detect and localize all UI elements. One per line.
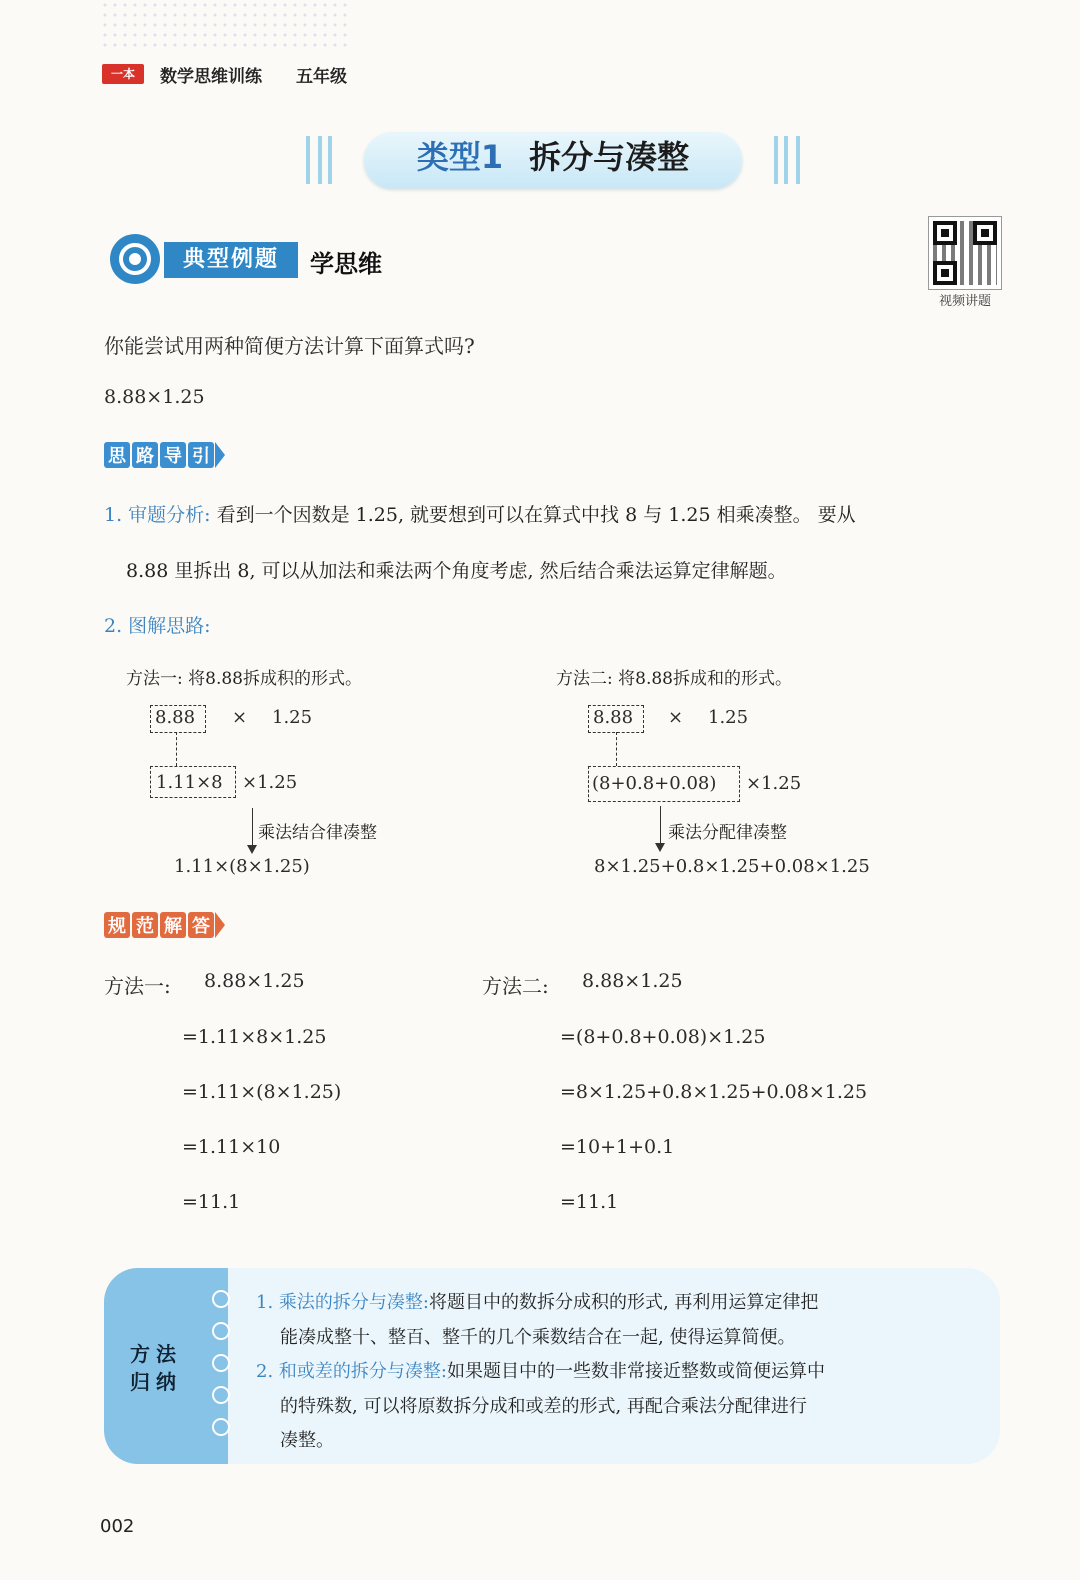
diagram-m2-arrow-icon <box>660 806 661 850</box>
qr-caption: 视频讲题 <box>938 294 991 309</box>
binder-ring-icon <box>212 1290 230 1308</box>
diagram-m1-top-value: 8.88 <box>155 707 196 728</box>
diagram-m1-title: 方法一: 将8.88拆成积的形式。 <box>126 669 362 689</box>
analysis-item-1-cont: 8.88 里拆出 8, 可以从加法和乘法两个角度考虑, 然后结合乘法运算定律解题。 <box>126 560 787 582</box>
banner-title <box>364 132 742 188</box>
qr-code[interactable] <box>928 216 1002 290</box>
guide-tag-char: 引 <box>188 442 214 468</box>
brand-tag: 一本 <box>102 64 144 84</box>
diagram-m1-mid-value: 1.11×8 <box>156 772 223 793</box>
example-side-title: 学思维 <box>310 250 382 278</box>
decorative-dots <box>100 0 350 52</box>
guide-tag <box>104 442 225 468</box>
summary-point-2-cont2: 凑整。 <box>280 1430 334 1451</box>
analysis-item-1-label: 1. 审题分析: <box>104 504 211 526</box>
banner-deco-right <box>756 136 800 184</box>
solution-m1-step: 8.88×1.25 <box>204 970 305 992</box>
solution-m1-label: 方法一: <box>104 974 171 998</box>
book-grade: 五年级 <box>296 67 347 87</box>
solution-m2-step: =8×1.25+0.8×1.25+0.08×1.25 <box>560 1081 868 1103</box>
solution-m1-step: =1.11×10 <box>182 1136 281 1158</box>
diagram-m2-result: 8×1.25+0.8×1.25+0.08×1.25 <box>594 856 870 877</box>
example-label: 典型例题 <box>164 242 298 278</box>
diagram-m1-times: × <box>232 707 248 728</box>
diagram-m2-top-factor: 1.25 <box>708 707 749 728</box>
summary-point-2-label: 2. 和或差的拆分与凑整: <box>256 1361 447 1382</box>
tag-arrow-icon <box>215 442 225 468</box>
summary-point-1-text: 将题目中的数拆分成积的形式, 再利用运算定律把 <box>428 1292 819 1313</box>
summary-point-2-cont: 的特殊数, 可以将原数拆分成和或差的形式, 再配合乘法分配律进行 <box>280 1396 807 1417</box>
answer-tag-char: 范 <box>132 912 158 938</box>
diagram-m2-title: 方法二: 将8.88拆成和的形式。 <box>556 669 792 689</box>
diagram-m1-mid-tail: ×1.25 <box>242 772 298 793</box>
guide-tag-char: 思 <box>104 442 130 468</box>
banner-type-number: 类型1 <box>416 138 504 176</box>
diagram-m1-arrow-label: 乘法结合律凑整 <box>258 823 377 843</box>
analysis-item-2-label: 2. 图解思路: <box>104 615 211 637</box>
section-banner <box>306 130 800 190</box>
question-expression: 8.88×1.25 <box>104 386 205 408</box>
question-text: 你能尝试用两种简便方法计算下面算式吗? <box>104 334 475 358</box>
solution-m2-label: 方法二: <box>482 974 549 998</box>
answer-tag-char: 答 <box>188 912 214 938</box>
solution-m2-step: =11.1 <box>560 1191 619 1213</box>
tag-arrow-icon <box>215 912 225 938</box>
diagram-m2-arrow-label: 乘法分配律凑整 <box>668 823 787 843</box>
summary-point-2 <box>256 1357 825 1383</box>
answer-tag-char: 规 <box>104 912 130 938</box>
summary-title: 方法归纳 <box>130 1342 182 1394</box>
diagram-m1-top-factor: 1.25 <box>272 707 313 728</box>
diagram-m2-connector <box>616 732 617 766</box>
summary-point-1-cont: 能凑成整十、整百、整千的几个乘数结合在一起, 使得运算简便。 <box>280 1327 796 1348</box>
page-number: 002 <box>100 1516 135 1537</box>
method-summary-panel <box>104 1268 1000 1464</box>
solution-m2-step: =10+1+0.1 <box>560 1136 675 1158</box>
analysis-item-1-text: 看到一个因数是 1.25, 就要想到可以在算式中找 8 与 1.25 相乘凑整。 要从 <box>216 504 856 526</box>
analysis-item-1 <box>104 500 856 527</box>
solution-m2-step: 8.88×1.25 <box>582 970 683 992</box>
answer-tag <box>104 912 225 938</box>
banner-deco-left <box>306 136 350 184</box>
binder-ring-icon <box>212 1354 230 1372</box>
guide-tag-char: 导 <box>160 442 186 468</box>
diagram-m1-connector <box>176 732 177 766</box>
binder-ring-icon <box>212 1418 230 1436</box>
guide-tag-char: 路 <box>132 442 158 468</box>
summary-point-1-label: 1. 乘法的拆分与凑整: <box>256 1292 429 1313</box>
diagram-m1-result: 1.11×(8×1.25) <box>174 856 310 877</box>
solution-m2-step: =(8+0.8+0.08)×1.25 <box>560 1026 766 1048</box>
summary-point-1 <box>256 1288 818 1314</box>
book-title: 数学思维训练 <box>160 67 262 87</box>
summary-point-2-text: 如果题目中的一些数非常接近整数或简便运算中 <box>446 1361 825 1382</box>
binder-ring-icon <box>212 1386 230 1404</box>
diagram-m2-mid-value: (8+0.8+0.08) <box>592 773 717 794</box>
diagram-m2-top-value: 8.88 <box>593 707 634 728</box>
target-icon <box>110 234 160 284</box>
diagram-m2-mid-tail: ×1.25 <box>746 773 802 794</box>
solution-m1-step: =11.1 <box>182 1191 241 1213</box>
answer-tag-char: 解 <box>160 912 186 938</box>
diagram-m1-arrow-icon <box>252 808 253 852</box>
banner-type-title: 拆分与凑整 <box>529 138 690 176</box>
binder-ring-icon <box>212 1322 230 1340</box>
solution-m1-step: =1.11×(8×1.25) <box>182 1081 342 1103</box>
diagram-m2-times: × <box>668 707 684 728</box>
solution-m1-step: =1.11×8×1.25 <box>182 1026 327 1048</box>
